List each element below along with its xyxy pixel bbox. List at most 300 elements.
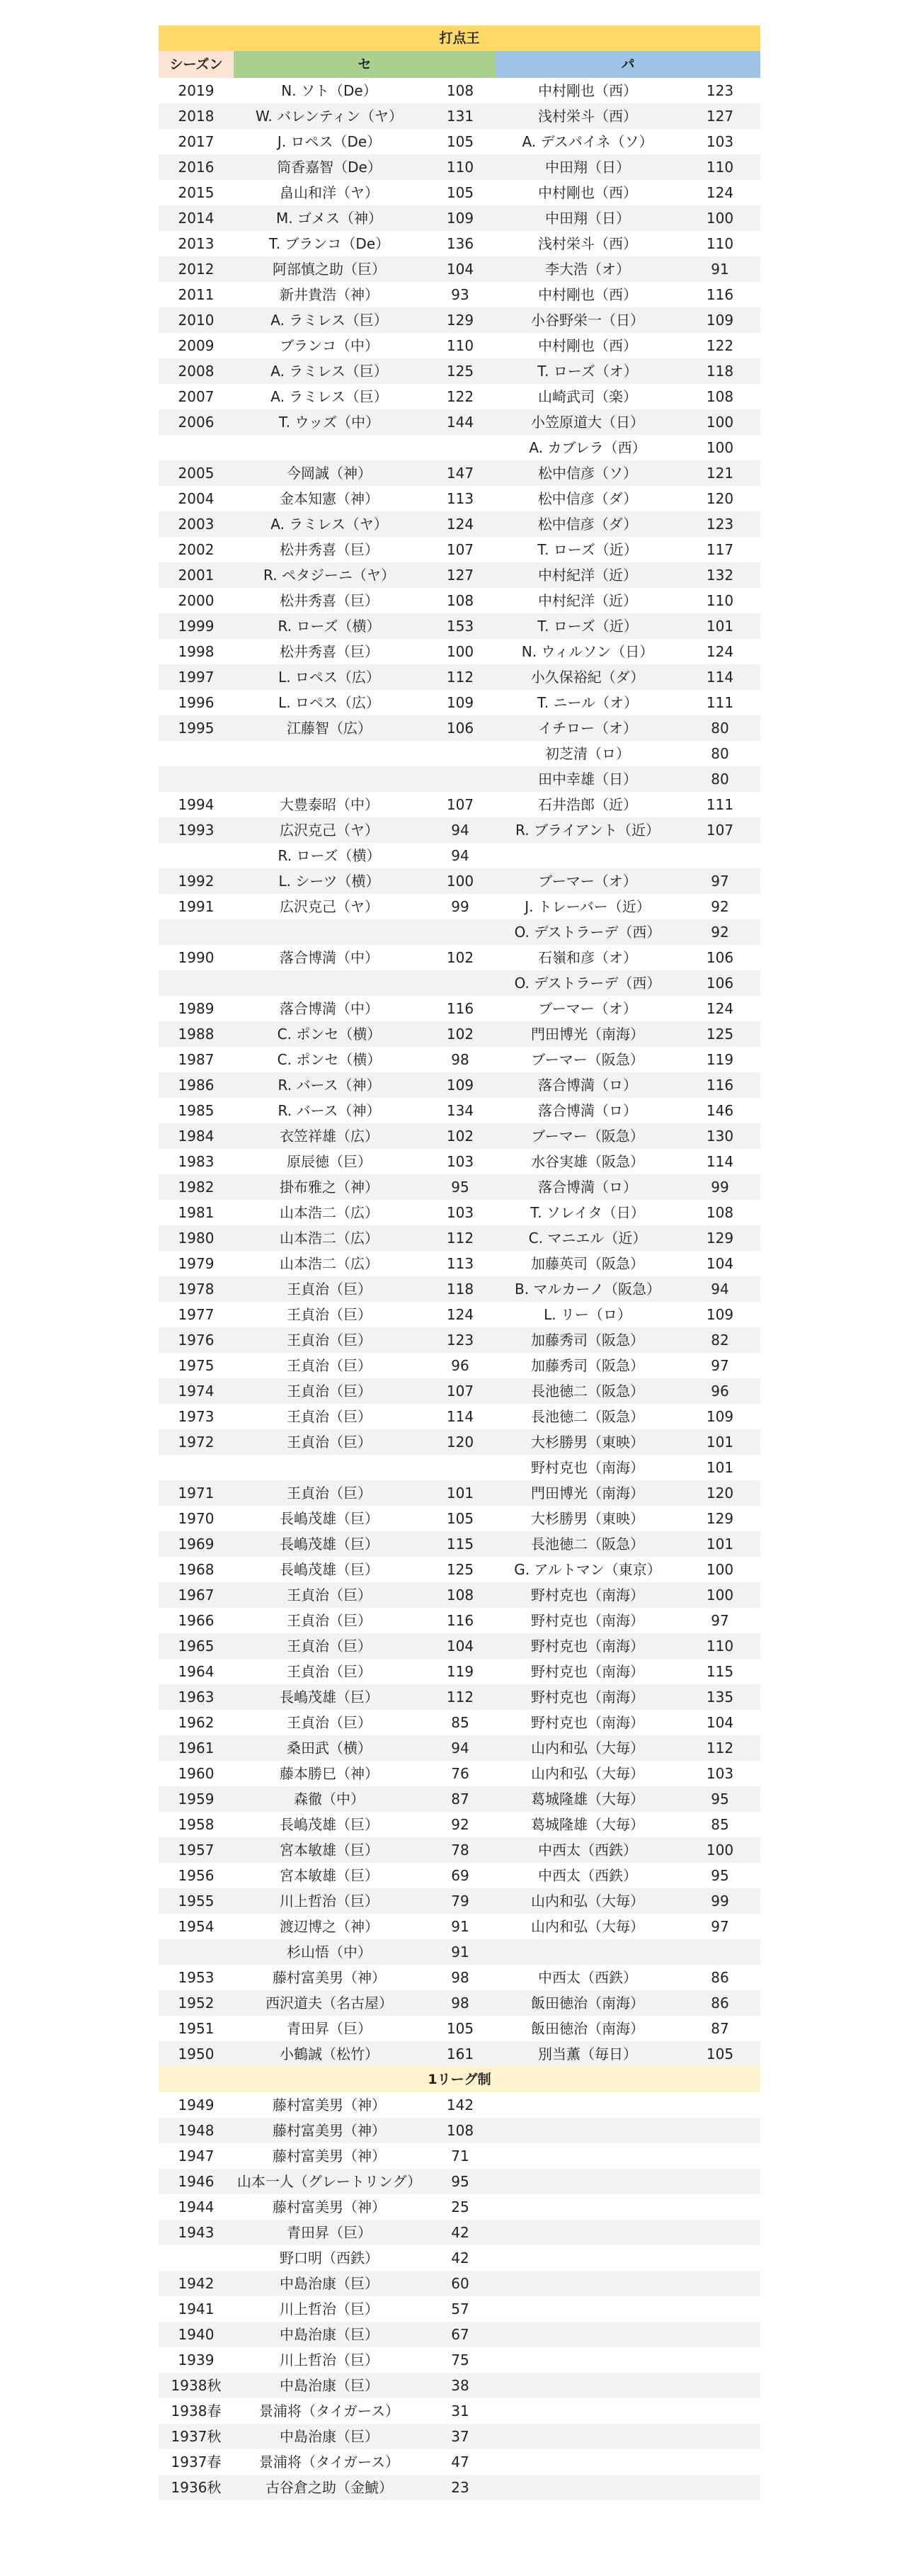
pacific-rbi-cell: 97 — [711, 873, 729, 890]
central-rbi-cell: 105 — [446, 1510, 474, 1527]
central-rbi-cell: 122 — [446, 388, 474, 405]
pacific-player-cell: 飯田徳治（南海） — [531, 1995, 644, 2012]
central-player-cell: 王貞治（巨） — [287, 1663, 372, 1680]
pacific-player-cell: 野村克也（南海） — [531, 1663, 644, 1680]
pacific-player-cell: 中村剛也（西） — [538, 82, 637, 99]
table-row — [159, 1404, 760, 1429]
central-rbi-cell: 109 — [446, 210, 474, 227]
central-rbi-cell: 105 — [446, 133, 474, 150]
central-rbi-cell: 100 — [446, 643, 474, 660]
pacific-rbi-cell — [680, 2296, 760, 2322]
central-player-cell: 山本浩二（広） — [280, 1255, 379, 1272]
pacific-player-cell: A. カブレラ（西） — [529, 439, 646, 456]
table-row — [159, 715, 760, 741]
central-rbi-cell: 60 — [451, 2275, 469, 2292]
pacific-rbi-cell: 124 — [706, 643, 734, 660]
pacific-rbi-cell — [680, 2118, 760, 2143]
pacific-player-cell: 中西太（西鉄） — [538, 1867, 637, 1884]
central-player-cell: 王貞治（巨） — [287, 1408, 372, 1425]
season-cell: 1995 — [178, 720, 215, 737]
central-rbi-cell: 112 — [446, 1230, 474, 1247]
central-player-cell: N. ソト（De） — [281, 82, 377, 99]
central-rbi-cell: 113 — [446, 490, 474, 507]
season-cell: 2001 — [178, 567, 215, 584]
pacific-rbi-cell: 120 — [706, 490, 734, 507]
central-player-cell — [234, 1455, 425, 1480]
season-cell: 1972 — [178, 1434, 215, 1451]
central-player-cell: 景浦将（タイガース） — [259, 2453, 399, 2470]
season-cell: 1947 — [178, 2147, 215, 2164]
season-cell — [159, 843, 234, 868]
pacific-player-cell: 山内和弘（大毎） — [531, 1765, 644, 1782]
pacific-player-cell: 石嶺和彦（オ） — [538, 949, 637, 966]
pacific-rbi-cell: 130 — [706, 1128, 734, 1145]
central-player-cell: 王貞治（巨） — [287, 1612, 372, 1629]
pacific-rbi-cell — [680, 2373, 760, 2398]
table-row — [159, 2245, 760, 2271]
table-row — [159, 1888, 760, 1914]
pacific-rbi-cell: 97 — [711, 1612, 729, 1629]
central-player-cell: 川上哲治（巨） — [280, 1893, 379, 1910]
central-player-cell: 藤村富美男（神） — [273, 2122, 386, 2139]
pacific-player-cell: O. デストラーデ（西） — [514, 924, 661, 941]
table-row — [159, 690, 760, 715]
central-player-cell: R. ペタジーニ（ヤ） — [263, 567, 395, 584]
season-cell: 1953 — [178, 1969, 215, 1986]
central-rbi-cell — [425, 766, 496, 792]
central-player-cell: 長嶋茂雄（巨） — [280, 1561, 379, 1578]
central-rbi-cell — [425, 435, 496, 460]
table-row — [159, 333, 760, 358]
pacific-player-cell — [496, 2449, 680, 2475]
pacific-rbi-cell: 115 — [706, 1663, 734, 1680]
season-cell: 1964 — [178, 1663, 215, 1680]
pacific-rbi-cell: 103 — [706, 133, 734, 150]
central-player-cell: 王貞治（巨） — [287, 1587, 372, 1604]
central-player-cell: R. バース（神） — [278, 1077, 381, 1094]
pacific-rbi-cell: 80 — [711, 745, 729, 762]
central-player-cell: 大豊泰昭（中） — [280, 796, 379, 813]
central-player-cell: 中島治康（巨） — [280, 2275, 379, 2292]
pacific-rbi-cell — [680, 2092, 760, 2118]
table-row — [159, 1098, 760, 1123]
pacific-rbi-cell: 124 — [706, 184, 734, 201]
table-row — [159, 486, 760, 511]
central-player-cell: 中島治康（巨） — [280, 2326, 379, 2343]
season-cell: 1956 — [178, 1867, 215, 1884]
pacific-rbi-cell: 104 — [706, 1714, 734, 1731]
season-cell: 2016 — [178, 159, 215, 176]
pacific-player-cell: T. ニール（オ） — [537, 694, 639, 711]
pacific-player-cell — [496, 2194, 680, 2220]
central-rbi-cell: 106 — [446, 720, 474, 737]
table-row — [159, 2424, 760, 2449]
header-row — [159, 51, 760, 78]
central-rbi-cell: 136 — [446, 235, 474, 252]
pacific-rbi-cell: 105 — [706, 2046, 734, 2062]
season-cell: 2003 — [178, 516, 215, 533]
pacific-rbi-cell: 111 — [706, 796, 734, 813]
central-rbi-cell: 98 — [451, 1969, 469, 1986]
central-rbi-cell: 107 — [446, 796, 474, 813]
pacific-rbi-cell: 97 — [711, 1357, 729, 1374]
central-player-cell — [234, 741, 425, 766]
season-cell: 1959 — [178, 1791, 215, 1808]
central-player-cell: 原辰徳（巨） — [287, 1153, 372, 1170]
central-rbi-cell: 108 — [446, 82, 474, 99]
pacific-rbi-cell: 110 — [706, 235, 734, 252]
pacific-rbi-cell: 110 — [706, 592, 734, 609]
central-player-cell: 藤村富美男（神） — [273, 2147, 386, 2164]
pacific-player-cell: 野村克也（南海） — [531, 1638, 644, 1655]
central-rbi-cell: 94 — [451, 1740, 469, 1757]
pacific-player-cell: 山内和弘（大毎） — [531, 1740, 644, 1757]
season-cell: 1939 — [178, 2351, 215, 2368]
pacific-rbi-cell: 82 — [711, 1332, 729, 1349]
table-row — [159, 1327, 760, 1353]
pacific-player-cell: T. ソレイタ（日） — [530, 1204, 645, 1221]
central-player-cell: 掛布雅之（神） — [280, 1179, 379, 1196]
central-rbi-cell: 103 — [446, 1204, 474, 1221]
pacific-player-cell: 浅村栄斗（西） — [538, 235, 637, 252]
table-row — [159, 2398, 760, 2424]
two-league-rows — [159, 78, 760, 2067]
central-rbi-cell: 69 — [451, 1867, 469, 1884]
central-rbi-cell: 107 — [446, 541, 474, 558]
season-cell: 1948 — [178, 2122, 215, 2139]
table-row — [159, 1072, 760, 1098]
pacific-player-cell: イチロー（オ） — [538, 720, 637, 737]
pacific-rbi-cell — [680, 2424, 760, 2449]
pacific-league-header: パ — [496, 51, 760, 78]
central-player-cell: 藤本勝巳（神） — [280, 1765, 379, 1782]
central-player-cell: A. ラミレス（巨） — [270, 388, 388, 405]
table-row — [159, 1200, 760, 1225]
central-player-cell: L. ロペス（広） — [278, 694, 380, 711]
season-cell: 1962 — [178, 1714, 215, 1731]
season-cell: 1977 — [178, 1306, 215, 1323]
season-cell: 1998 — [178, 643, 215, 660]
pacific-player-cell: 大杉勝男（東映） — [531, 1510, 644, 1527]
central-rbi-cell: 110 — [446, 337, 474, 354]
central-player-cell: T. ブランコ（De） — [268, 235, 390, 252]
central-rbi-cell: 125 — [446, 363, 474, 380]
season-cell: 1936秋 — [171, 2479, 222, 2496]
table-row — [159, 2322, 760, 2347]
table-row — [159, 1531, 760, 1557]
central-player-cell: A. ラミレス（ヤ） — [270, 516, 388, 533]
table-row — [159, 1506, 760, 1531]
central-rbi-cell: 94 — [451, 847, 469, 864]
season-cell: 1960 — [178, 1765, 215, 1782]
pacific-player-cell: 長池徳二（阪急） — [531, 1383, 644, 1400]
season-cell: 1938秋 — [171, 2377, 222, 2394]
central-player-cell: 藤村富美男（神） — [273, 1969, 386, 1986]
pacific-rbi-cell: 85 — [711, 1816, 729, 1833]
table-row — [159, 1990, 760, 2016]
table-row — [159, 2016, 760, 2041]
pacific-rbi-cell: 99 — [711, 1893, 729, 1910]
season-header: シーズン — [159, 51, 234, 78]
season-cell — [159, 2245, 234, 2271]
central-rbi-cell: 144 — [446, 414, 474, 431]
rbi-leaders-table — [159, 25, 760, 2500]
table-row — [159, 358, 760, 384]
pacific-rbi-cell: 132 — [706, 567, 734, 584]
season-cell: 2008 — [178, 363, 215, 380]
pacific-player-cell: 加藤英司（阪急） — [531, 1255, 644, 1272]
season-cell: 1986 — [178, 1077, 215, 1094]
central-rbi-cell: 124 — [446, 1306, 474, 1323]
table-row — [159, 231, 760, 256]
table-row — [159, 1914, 760, 1939]
season-cell: 1978 — [178, 1281, 215, 1298]
table-row — [159, 1786, 760, 1812]
central-rbi-cell: 42 — [451, 2224, 469, 2241]
pacific-player-cell: 李大浩（オ） — [545, 261, 630, 278]
central-player-cell: 藤村富美男（神） — [273, 2198, 386, 2215]
table-row — [159, 868, 760, 894]
season-cell: 1957 — [178, 1842, 215, 1859]
pacific-rbi-cell: 121 — [706, 465, 734, 482]
pacific-rbi-cell: 118 — [706, 363, 734, 380]
central-player-cell — [234, 919, 425, 945]
table-row — [159, 1149, 760, 1174]
pacific-player-cell: 長池徳二（阪急） — [531, 1536, 644, 1553]
pacific-player-cell: 石井浩郎（近） — [538, 796, 637, 813]
pacific-player-cell: 中村剛也（西） — [538, 286, 637, 303]
pacific-player-cell: R. ブライアント（近） — [515, 822, 660, 839]
table-row — [159, 1353, 760, 1378]
pacific-player-cell: 野村克也（南海） — [531, 1714, 644, 1731]
central-rbi-cell: 147 — [446, 465, 474, 482]
pacific-rbi-cell: 135 — [706, 1689, 734, 1706]
table-row — [159, 180, 760, 205]
table-row — [159, 2092, 760, 2118]
season-cell: 2012 — [178, 261, 215, 278]
season-cell: 1946 — [178, 2173, 215, 2190]
central-player-cell: 広沢克己（ヤ） — [280, 898, 379, 915]
central-rbi-cell: 129 — [446, 312, 474, 329]
central-player-cell — [234, 435, 425, 460]
season-cell: 2007 — [178, 388, 215, 405]
season-cell: 1994 — [178, 796, 215, 813]
pacific-player-cell — [496, 2347, 680, 2373]
central-player-cell: 長嶋茂雄（巨） — [280, 1510, 379, 1527]
central-player-cell: ブランコ（中） — [280, 337, 379, 354]
central-player-cell: 長嶋茂雄（巨） — [280, 1536, 379, 1553]
season-cell: 2017 — [178, 133, 215, 150]
pacific-player-cell — [496, 2322, 680, 2347]
central-rbi-cell: 107 — [446, 1383, 474, 1400]
pacific-player-cell: T. ローズ（近） — [537, 541, 638, 558]
central-rbi-cell: 94 — [451, 822, 469, 839]
season-cell: 1999 — [178, 618, 215, 635]
central-rbi-cell: 98 — [451, 1995, 469, 2012]
central-rbi-cell: 31 — [451, 2402, 469, 2419]
central-rbi-cell: 116 — [446, 1612, 474, 1629]
pacific-rbi-cell: 103 — [706, 1765, 734, 1782]
pacific-player-cell — [496, 843, 680, 868]
central-player-cell: C. ポンセ（横） — [277, 1051, 382, 1068]
table-row — [159, 664, 760, 690]
central-rbi-cell: 85 — [451, 1714, 469, 1731]
pacific-player-cell: 加藤秀司（阪急） — [531, 1332, 644, 1349]
table-row — [159, 2347, 760, 2373]
central-rbi-cell: 109 — [446, 694, 474, 711]
season-cell: 1952 — [178, 1995, 215, 2012]
pacific-rbi-cell: 100 — [706, 414, 734, 431]
pacific-rbi-cell: 107 — [706, 822, 734, 839]
pacific-player-cell: O. デストラーデ（西） — [514, 975, 661, 992]
pacific-player-cell: 飯田徳治（南海） — [531, 2020, 644, 2037]
central-player-cell: M. ゴメス（神） — [276, 210, 382, 227]
pacific-rbi-cell: 117 — [706, 541, 734, 558]
central-player-cell: 王貞治（巨） — [287, 1485, 372, 1502]
pacific-player-cell: 松中信彦（ダ） — [537, 490, 638, 507]
central-rbi-cell: 127 — [446, 567, 474, 584]
pacific-player-cell: ブーマー（阪急） — [531, 1051, 644, 1068]
pacific-player-cell: 田中幸雄（日） — [538, 771, 637, 788]
pacific-rbi-cell: 108 — [706, 1204, 734, 1221]
pacific-player-cell: T. ローズ（近） — [537, 618, 638, 635]
central-player-cell: 中島治康（巨） — [280, 2377, 379, 2394]
season-cell: 2002 — [178, 541, 215, 558]
central-player-cell: 松井秀喜（巨） — [280, 643, 379, 660]
table-row — [159, 282, 760, 307]
pacific-rbi-cell: 114 — [706, 669, 734, 686]
season-cell: 1937秋 — [171, 2428, 222, 2445]
season-cell: 1949 — [178, 2096, 215, 2113]
pacific-rbi-cell — [680, 2220, 760, 2245]
central-rbi-cell: 142 — [446, 2096, 474, 2113]
table-row — [159, 2169, 760, 2194]
central-rbi-cell: 110 — [446, 159, 474, 176]
central-rbi-cell: 47 — [451, 2453, 469, 2470]
pacific-rbi-cell: 92 — [711, 924, 729, 941]
pacific-player-cell: 山崎武司（楽） — [538, 388, 637, 405]
pacific-player-cell: 落合博満（ロ） — [538, 1102, 637, 1119]
table-row — [159, 919, 760, 945]
central-rbi-cell: 91 — [451, 1918, 469, 1935]
pacific-rbi-cell: 109 — [706, 312, 734, 329]
central-rbi-cell: 37 — [451, 2428, 469, 2445]
pacific-rbi-cell: 116 — [706, 286, 734, 303]
season-cell: 1961 — [178, 1740, 215, 1757]
season-cell: 1975 — [178, 1357, 215, 1374]
central-rbi-cell: 123 — [446, 1332, 474, 1349]
central-player-cell: R. ローズ（横） — [278, 847, 381, 864]
central-rbi-cell: 92 — [451, 1816, 469, 1833]
central-player-cell: R. ローズ（横） — [278, 618, 381, 635]
pacific-player-cell: 中田翔（日） — [545, 159, 630, 176]
pacific-rbi-cell: 92 — [711, 898, 729, 915]
table-row — [159, 1710, 760, 1735]
pacific-player-cell — [496, 2169, 680, 2194]
pacific-player-cell: 小笠原道大（日） — [531, 414, 644, 431]
central-rbi-cell: 100 — [446, 873, 474, 890]
season-cell: 1988 — [178, 1026, 215, 1043]
central-player-cell: 松井秀喜（巨） — [280, 592, 379, 609]
central-player-cell: 中島治康（巨） — [280, 2428, 379, 2445]
table-row — [159, 588, 760, 613]
season-cell: 1979 — [178, 1255, 215, 1272]
table-row — [159, 1761, 760, 1786]
season-cell: 1958 — [178, 1816, 215, 1833]
table-row — [159, 2271, 760, 2296]
central-rbi-cell: 108 — [446, 1587, 474, 1604]
pacific-player-cell: 長池徳二（阪急） — [531, 1408, 644, 1425]
season-cell — [159, 1939, 234, 1965]
table-row — [159, 1276, 760, 1302]
pacific-player-cell: 野村克也（南海） — [531, 1587, 644, 1604]
pacific-player-cell: 葛城隆雄（大毎） — [531, 1791, 644, 1808]
table-row — [159, 1455, 760, 1480]
season-cell: 1976 — [178, 1332, 215, 1349]
central-rbi-cell: 99 — [451, 898, 469, 915]
season-cell: 1965 — [178, 1638, 215, 1655]
central-rbi-cell: 108 — [446, 592, 474, 609]
central-player-cell: 新井貴浩（神） — [280, 286, 379, 303]
table-row — [159, 1735, 760, 1761]
central-rbi-cell: 112 — [446, 669, 474, 686]
central-player-cell: C. ポンセ（横） — [277, 1026, 382, 1043]
pacific-rbi-cell: 86 — [711, 1995, 729, 2012]
pacific-player-cell: 小谷野栄一（日） — [531, 312, 644, 329]
pacific-player-cell: 野村克也（南海） — [531, 1689, 644, 1706]
season-cell: 1944 — [178, 2198, 215, 2215]
season-cell: 2005 — [178, 465, 215, 482]
season-cell: 1941 — [178, 2300, 215, 2317]
table-row — [159, 817, 760, 843]
pacific-rbi-cell: 106 — [706, 949, 734, 966]
season-cell: 1971 — [178, 1485, 215, 1502]
pacific-rbi-cell: 95 — [711, 1791, 729, 1808]
pacific-player-cell — [496, 2245, 680, 2271]
season-cell: 1987 — [178, 1051, 215, 1068]
pacific-rbi-cell: 106 — [706, 975, 734, 992]
pacific-player-cell: 加藤秀司（阪急） — [531, 1357, 644, 1374]
table-row — [159, 996, 760, 1021]
season-cell: 2013 — [178, 235, 215, 252]
pacific-player-cell: 中西太（西鉄） — [538, 1842, 637, 1859]
pacific-player-cell: 野村克也（南海） — [531, 1612, 644, 1629]
table-row — [159, 562, 760, 588]
central-player-cell: 杉山悟（中） — [287, 1944, 372, 1961]
table-row — [159, 460, 760, 486]
central-player-cell — [234, 970, 425, 996]
pacific-rbi-cell: 94 — [711, 1281, 729, 1298]
pacific-rbi-cell — [680, 2322, 760, 2347]
table-row — [159, 613, 760, 639]
season-cell — [159, 741, 234, 766]
pacific-rbi-cell — [680, 1939, 760, 1965]
pacific-rbi-cell: 95 — [711, 1867, 729, 1884]
season-cell: 1966 — [178, 1612, 215, 1629]
pacific-rbi-cell — [680, 2347, 760, 2373]
pacific-player-cell: J. トレーバー（近） — [525, 898, 651, 915]
central-rbi-cell: 105 — [446, 184, 474, 201]
pacific-rbi-cell: 119 — [706, 1051, 734, 1068]
season-cell: 1937春 — [171, 2453, 222, 2470]
table-row — [159, 78, 760, 103]
pacific-player-cell: 門田博光（南海） — [531, 1485, 644, 1502]
central-rbi-cell: 91 — [451, 1944, 469, 1961]
pacific-rbi-cell: 129 — [706, 1510, 734, 1527]
table-row — [159, 1021, 760, 1047]
pacific-rbi-cell: 80 — [711, 771, 729, 788]
season-cell: 1954 — [178, 1918, 215, 1935]
